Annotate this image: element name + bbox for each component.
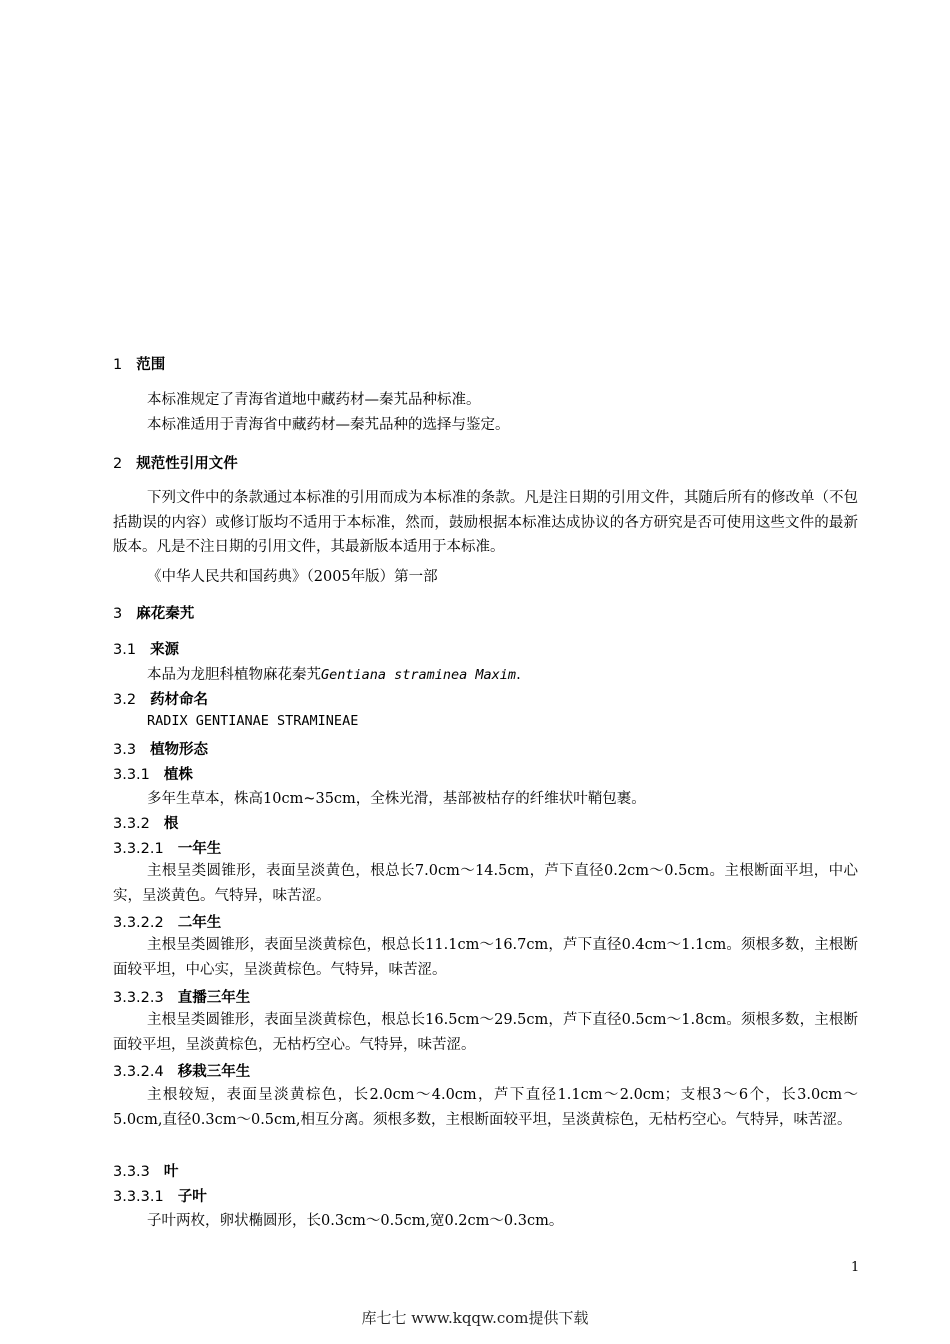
section-3-3-2-3-heading (113, 986, 250, 1007)
section-number: 3.3 (113, 742, 137, 758)
section-3-3-3-1-heading (113, 1185, 207, 1206)
section-2-paragraph-1: 下列文件中的条款通过本标准的引用而成为本标准的条款。凡是注日期的引用文件，其随后所有的修改单（不包括勘误的内容）或修订版均不适用于本标准，然而，鼓励根据本标准达成协议的各方研究是否可使用这些文件的最新版本。凡是不注日期的引用文件，其最新版本适用于本标准。 (113, 490, 858, 555)
section-3-3-2-1-text: 主根呈类圆锥形，表面呈淡黄色，根总长7.0cm～14.5cm，芦下直径0.2cm～0.5cm。主根断面平坦，中心实，呈淡黄色。气特异，味苦涩。 (113, 863, 858, 904)
section-3-3-1-text: 多年生草本，株高10cm~35cm，全株光滑，基部被枯存的纤维状叶鞘包裹。 (147, 791, 646, 807)
period: . (516, 667, 521, 683)
section-number: 3.3.2.1 (113, 841, 164, 857)
section-title: 移栽三年生 (177, 1064, 251, 1080)
section-3-3-heading (113, 738, 208, 759)
section-3-3-3-1-text: 子叶两枚，卵状椭圆形，长0.3cm～0.5cm,宽0.2cm～0.3cm。 (147, 1213, 564, 1229)
section-title: 一年生 (177, 841, 222, 857)
section-3-3-2-heading (113, 812, 178, 833)
section-3-3-1-heading (113, 763, 193, 784)
section-1-paragraph-1: 本标准规定了青海省道地中藏药材—秦艽品种标准。 (147, 392, 481, 408)
section-3-3-2-2-heading (113, 911, 221, 932)
latin-name: Gentiana straminea Maxim (321, 667, 517, 683)
section-3-2-text: RADIX GENTIANAE STRAMINEAE (147, 713, 359, 729)
section-title: 二年生 (177, 915, 222, 931)
section-3-1-text (147, 663, 521, 684)
section-3-3-2-4-heading (113, 1060, 250, 1081)
section-2-heading (113, 452, 238, 473)
section-3-1-heading (113, 638, 179, 659)
page-number: 1 (851, 1260, 860, 1275)
section-3-heading (113, 602, 194, 623)
section-number: 3.3.2.4 (113, 1064, 164, 1080)
section-3-3-2-1-heading (113, 837, 221, 858)
section-title: 麻花秦艽 (136, 606, 195, 622)
section-3-3-2-2-text: 主根呈类圆锥形，表面呈淡黄棕色，根总长11.1cm～16.7cm，芦下直径0.4cm～1.1cm。须根多数，主根断面较平坦，中心实，呈淡黄棕色。气特异，味苦涩。 (113, 937, 858, 978)
section-number: 3.3.1 (113, 767, 150, 783)
section-title: 直播三年生 (177, 990, 251, 1006)
section-3-2-heading (113, 688, 208, 709)
section-title: 来源 (150, 642, 180, 658)
section-number: 3.1 (113, 642, 137, 658)
section-number: 3 (113, 606, 123, 622)
section-title: 子叶 (177, 1189, 207, 1205)
section-number: 3.2 (113, 692, 137, 708)
section-title: 规范性引用文件 (136, 456, 238, 472)
section-title: 植株 (163, 767, 193, 783)
section-1-paragraph-2: 本标准适用于青海省中藏药材—秦艽品种的选择与鉴定。 (147, 417, 510, 433)
section-title: 药材命名 (150, 692, 209, 708)
section-title: 范围 (136, 357, 166, 373)
section-3-3-2-3-text: 主根呈类圆锥形，表面呈淡黄棕色，根总长16.5cm～29.5cm，芦下直径0.5cm～1.8cm。须根多数，主根断面较平坦，呈淡黄棕色，无枯朽空心。气特异，味苦涩。 (113, 1012, 858, 1053)
section-number: 3.3.2.2 (113, 915, 164, 931)
source-text: 本品为龙胆科植物麻花秦艽 (147, 667, 321, 683)
section-number: 3.3.3.1 (113, 1189, 164, 1205)
section-number: 3.3.3 (113, 1164, 150, 1180)
section-title: 根 (163, 816, 179, 832)
section-1-heading (113, 353, 165, 374)
section-number: 3.3.2 (113, 816, 150, 832)
section-3-3-3-heading (113, 1160, 178, 1181)
download-footer: 库七七 www.kqqw.com提供下载 (361, 1309, 589, 1327)
section-number: 2 (113, 456, 123, 472)
section-2-paragraph-2: 《中华人民共和国药典》（2005年版）第一部 (147, 569, 438, 585)
section-number: 3.3.2.3 (113, 990, 164, 1006)
section-number: 1 (113, 357, 123, 373)
section-title: 植物形态 (150, 742, 209, 758)
section-title: 叶 (163, 1164, 179, 1180)
section-3-3-2-4-text: 主根较短，表面呈淡黄棕色，长2.0cm～4.0cm，芦下直径1.1cm～2.0cm；支根3～6个，长3.0cm～5.0cm,直径0.3cm～0.5cm,相互分离。须根多数，主根断面较平坦，呈淡黄棕色，无枯朽空心。气特异，味苦涩。 (113, 1087, 858, 1128)
